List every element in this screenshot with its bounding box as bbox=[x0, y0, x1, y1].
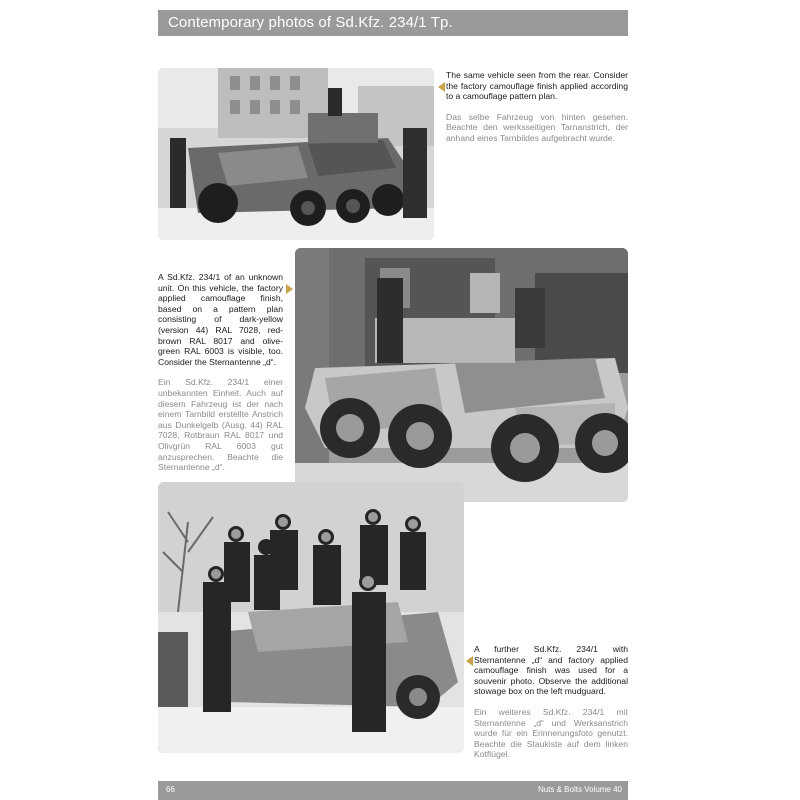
caption-unknown-unit-en: A Sd.Kfz. 234/1 of an unknown unit. On this vehicle, the factory applied camouflage finish, based on a pattern plan consisting of dark-yellow (version 44) RAL 7028, red-brown RAL 8017 and olive-green RAL 6003 is visible, too. Consider the Sternantenne „d“. bbox=[158, 272, 283, 367]
caption-marker-3 bbox=[466, 656, 473, 666]
photo-souvenir bbox=[158, 482, 464, 753]
page-footer bbox=[158, 781, 628, 800]
caption-souvenir-en: A further Sd.Kfz. 234/1 with Sternantenne „d“ and factory applied camouflage finish was used for a souvenir photo. Observe the additional stowage box on the left mudguard. bbox=[474, 644, 628, 697]
caption-rear-view-de: Das selbe Fahrzeug von hinten gesehen. Beachte den werksseitigen Tarnanstrich, der anhand eines Tarnbildes aufgebracht wurde. bbox=[446, 111, 628, 143]
photo-souvenir-image bbox=[158, 482, 464, 753]
caption-souvenir-de: Ein weiteres Sd.Kfz. 234/1 mit Sternantenne „d“ und Werksanstrich wurde für ein Erinnerungsfoto genutzt. Beachte die Staukiste auf dem linken Kotflügel. bbox=[474, 706, 628, 760]
series-title: Nuts & Bolts Volume 40 bbox=[537, 785, 622, 794]
caption-rear-view bbox=[446, 70, 628, 144]
page-number: 66 bbox=[166, 785, 175, 794]
caption-souvenir bbox=[474, 644, 628, 760]
page-title: Contemporary photos of Sd.Kfz. 234/1 Tp. bbox=[168, 14, 453, 31]
photo-unknown-unit-image bbox=[295, 248, 628, 502]
caption-rear-view-en: The same vehicle seen from the rear. Consider the factory camouflage finish applied according to a camouflage pattern plan. bbox=[446, 70, 628, 102]
caption-unknown-unit-de: Ein Sd.Kfz. 234/1 einer unbekannten Einheit. Auch auf diesem Fahrzeug ist der nach einem Tarnbild erstellte Anstrich aus Dunkelgelb (Ausg. 44) RAL 7028, Rotbraun RAL 8017 und Olivgrün RAL 6003 gut anzusprechen. Beachte die Sternantenne „d“. bbox=[158, 377, 283, 473]
page-header bbox=[158, 10, 628, 36]
caption-marker-1 bbox=[438, 82, 445, 92]
caption-marker-2 bbox=[286, 284, 293, 294]
photo-unknown-unit bbox=[295, 248, 628, 502]
photo-rear-view bbox=[158, 68, 434, 240]
photo-rear-view-image bbox=[158, 68, 434, 240]
caption-unknown-unit bbox=[158, 272, 283, 473]
